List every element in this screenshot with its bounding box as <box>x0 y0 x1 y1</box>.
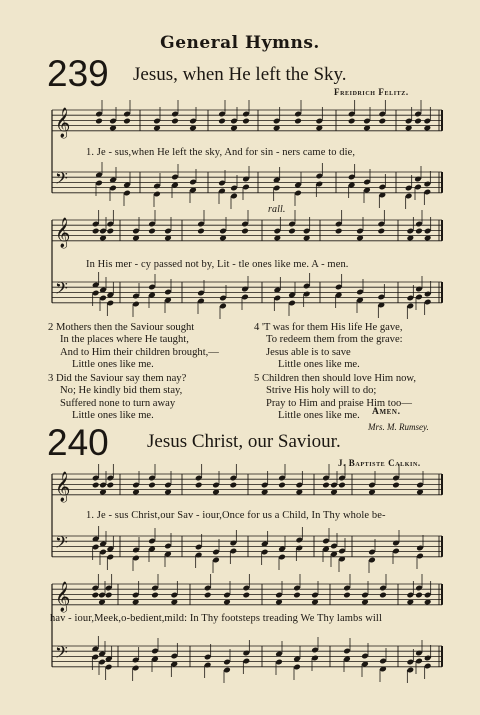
note-head <box>230 482 238 489</box>
stanza-line: And to Him their children brought,— <box>60 346 219 358</box>
note-head <box>392 482 400 489</box>
note-head <box>348 118 356 125</box>
hymn-number-240: 240 <box>47 422 109 463</box>
stanza-line: In the places where He taught, <box>60 334 189 346</box>
stanza-line: Pray to Him and praise Him too— <box>266 397 412 409</box>
author-credit: Mrs. M. Rumsey. <box>368 422 429 432</box>
note-head <box>278 482 286 489</box>
lyric-240-line2: hav - iour,Meek,o-bedient,mild: In Thy footsteps treading We Thy lambs will <box>50 613 382 624</box>
note-head <box>294 118 302 125</box>
stanza-line: 4 'T was for them His life He gave, <box>254 322 403 333</box>
note-head <box>95 118 103 125</box>
note-head <box>151 592 159 599</box>
stanza-line: 3 Did the Saviour say them nay? <box>48 373 187 384</box>
stanza-line: Little ones like me. <box>72 358 154 370</box>
amen-text: Amen. <box>372 407 401 417</box>
stanza-line: Little ones like me. <box>72 409 154 421</box>
note-head <box>343 592 351 599</box>
composer-240: J. Baptiste Calkin. <box>338 458 421 468</box>
treble-clef-icon: 𝄞 <box>55 582 71 612</box>
note-head <box>335 228 343 235</box>
note-head <box>107 482 115 489</box>
lyric-239-line2: In His mer - cy passed not by, Lit - tle ones like me. A - men. <box>86 259 349 270</box>
stanza-line: 5 Children then should love Him now, <box>254 373 417 384</box>
note-head <box>415 592 423 599</box>
bass-clef-icon: 𝄢 <box>55 278 68 302</box>
note-head <box>171 118 179 125</box>
note-head <box>379 118 387 125</box>
note-head <box>243 592 251 599</box>
note-head <box>148 482 156 489</box>
hymn-title-239: Jesus, when He left the Sky. <box>133 64 347 85</box>
note-head <box>123 118 131 125</box>
treble-clef-icon: 𝄞 <box>55 218 71 248</box>
bass-clef-icon: 𝄢 <box>55 168 68 192</box>
note-head <box>92 482 100 489</box>
page-header: General Hymns. <box>160 33 320 53</box>
stanza-line: Strive His holy will to do; <box>266 385 377 397</box>
stanza-line: Little ones like me. <box>278 358 360 370</box>
note-head <box>293 592 301 599</box>
note-head <box>379 592 387 599</box>
note-head <box>92 228 100 235</box>
note-head <box>241 228 249 235</box>
tempo-mark-rall: rall. <box>268 204 286 215</box>
stanza-line: No; He kindly bid them stay, <box>60 385 183 397</box>
lyric-239-line1: 1. Je - sus,when He left the sky, And for sin - ners came to die, <box>86 147 356 158</box>
note-head <box>195 482 203 489</box>
bass-clef-icon: 𝄢 <box>55 642 68 666</box>
note-head <box>378 228 386 235</box>
stanza-line: 2 Mothers then the Saviour sought <box>48 322 195 333</box>
note-head <box>197 228 205 235</box>
bass-clef-icon: 𝄢 <box>55 532 68 556</box>
note-head <box>218 118 226 125</box>
note-head <box>322 482 330 489</box>
stanza-line: Suffered none to turn away <box>60 397 176 409</box>
note-head <box>338 482 346 489</box>
note-head <box>414 118 422 125</box>
note-head <box>288 228 296 235</box>
stanza-line: To redeem them from the grave: <box>266 334 403 346</box>
note-head <box>242 118 250 125</box>
note-head <box>107 228 115 235</box>
treble-clef-icon: 𝄞 <box>55 472 71 502</box>
stanza-line: Little ones like me. <box>278 409 360 421</box>
lyric-240-line1: 1. Je - sus Christ,our Sav - iour,Once for us a Child, In Thy whole be- <box>86 510 386 521</box>
treble-clef-icon: 𝄞 <box>55 108 71 138</box>
note-head <box>415 228 423 235</box>
note-head <box>92 592 100 599</box>
stanza-line: Jesus able is to save <box>266 346 351 358</box>
composer-239: Freidrich Felitz. <box>334 87 409 97</box>
note-head <box>148 228 156 235</box>
hymn-number-239: 239 <box>47 53 109 94</box>
note-head <box>204 592 212 599</box>
note-head <box>105 592 113 599</box>
hymn-title-240: Jesus Christ, our Saviour. <box>147 431 341 452</box>
